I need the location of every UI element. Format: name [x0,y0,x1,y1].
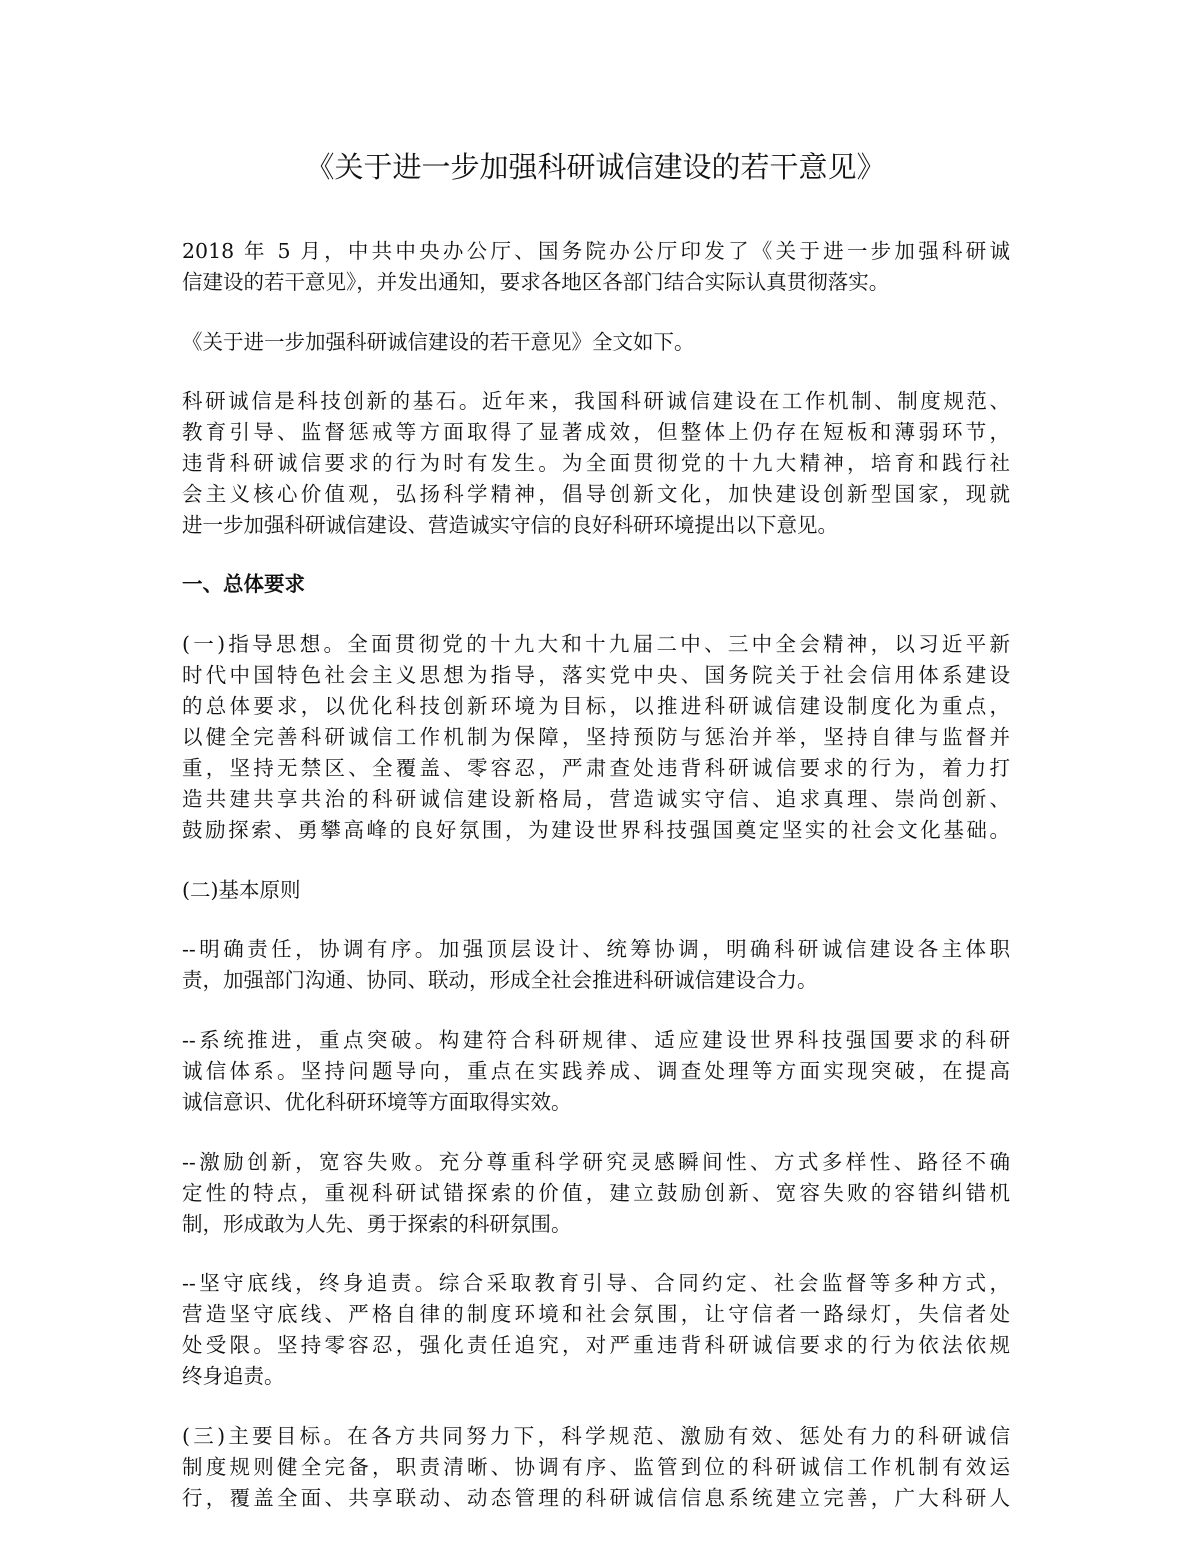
text-line: 造共建共享共治的科研诚信建设新格局，营造诚实守信、追求真理、崇尚创新、 [182,787,1010,811]
text-line: 教育引导、监督惩戒等方面取得了显著成效，但整体上仍存在短板和薄弱环节， [182,420,1010,444]
text-line: (一)指导思想。全面贯彻党的十九大和十九届二中、三中全会精神，以习近平新 [182,632,1010,656]
subsection-heading: (二)基本原则 [182,878,301,902]
text-line: 终身追责。 [182,1364,285,1388]
text-line: 诚信体系。坚持问题导向，重点在实践养成、调查处理等方面实现突破，在提高 [182,1059,1010,1083]
document-title: 《关于进一步加强科研诚信建设的若干意见》 [305,150,886,184]
text-line: 营造坚守底线、严格自律的制度环境和社会氛围，让守信者一路绿灯，失信者处 [182,1302,1010,1326]
text-line: 2018 年 5 月，中共中央办公厅、国务院办公厅印发了《关于进一步加强科研诚 [182,239,1010,263]
text-line: 的总体要求，以优化科技创新环境为目标，以推进科研诚信建设制度化为重点， [182,694,1010,718]
text-line: 会主义核心价值观，弘扬科学精神，倡导创新文化，加快建设创新型国家，现就 [182,482,1010,506]
text-line: 以健全完善科研诚信工作机制为保障，坚持预防与惩治并举，坚持自律与监督并 [182,725,1010,749]
text-line: 重，坚持无禁区、全覆盖、零容忍，严肃查处违背科研诚信要求的行为，着力打 [182,756,1010,780]
text-line: 制，形成敢为人先、勇于探索的科研氛围。 [182,1212,572,1236]
text-line: --激励创新，宽容失败。充分尊重科学研究灵感瞬间性、方式多样性、路径不确 [182,1150,1010,1174]
section-heading: 一、总体要求 [182,572,305,596]
text-line: 时代中国特色社会主义思想为指导，落实党中央、国务院关于社会信用体系建设 [182,663,1010,687]
text-line: 诚信意识、优化科研环境等方面取得实效。 [182,1090,572,1114]
text-line: 违背科研诚信要求的行为时有发生。为全面贯彻党的十九大精神，培育和践行社 [182,451,1010,475]
text-line: 进一步加强科研诚信建设、营造诚实守信的良好科研环境提出以下意见。 [182,513,838,537]
text-line: 科研诚信是科技创新的基石。近年来，我国科研诚信建设在工作机制、制度规范、 [182,389,1010,413]
text-line: 责，加强部门沟通、协同、联动，形成全社会推进科研诚信建设合力。 [182,968,818,992]
text-line: 定性的特点，重视科研试错探索的价值，建立鼓励创新、宽容失败的容错纠错机 [182,1181,1010,1205]
text-line: 行，覆盖全面、共享联动、动态管理的科研诚信信息系统建立完善，广大科研人 [182,1486,1010,1510]
text-line: --坚守底线，终身追责。综合采取教育引导、合同约定、社会监督等多种方式， [182,1271,1010,1295]
text-line: 鼓励探索、勇攀高峰的良好氛围，为建设世界科技强国奠定坚实的社会文化基础。 [182,818,1010,842]
text-line: --明确责任，协调有序。加强顶层设计、统筹协调，明确科研诚信建设各主体职 [182,937,1010,961]
text-line: 制度规则健全完备，职责清晰、协调有序、监管到位的科研诚信工作机制有效运 [182,1455,1010,1479]
text-line: (三)主要目标。在各方共同努力下，科学规范、激励有效、惩处有力的科研诚信 [182,1424,1010,1448]
text-line: --系统推进，重点突破。构建符合科研规律、适应建设世界科技强国要求的科研 [182,1028,1010,1052]
text-line: 信建设的若干意见》，并发出通知，要求各地区各部门结合实际认真贯彻落实。 [182,270,890,294]
text-line: 《关于进一步加强科研诚信建设的若干意见》全文如下。 [182,330,695,354]
text-line: 处受限。坚持零容忍，强化责任追究，对严重违背科研诚信要求的行为依法依规 [182,1333,1010,1357]
